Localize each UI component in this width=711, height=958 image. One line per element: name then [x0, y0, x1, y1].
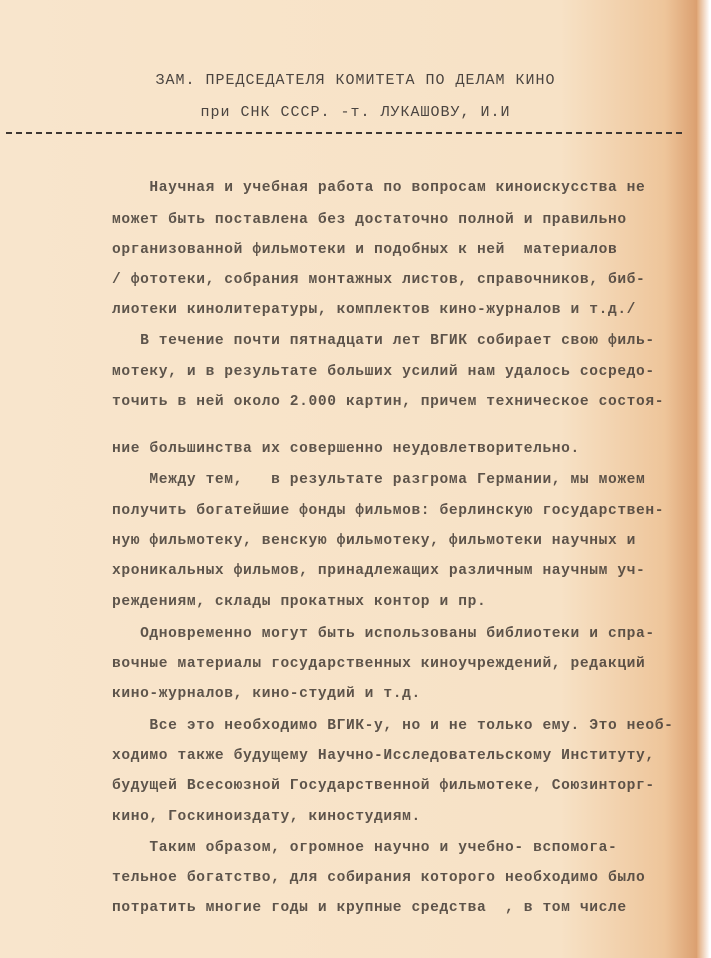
page-edge — [697, 0, 711, 958]
body-line: кино-журналов, кино-студий и т.д. — [112, 686, 421, 702]
body-line: вочные материалы государственных киноучреждений, редакций — [112, 656, 646, 672]
addressee-line-1: ЗАМ. ПРЕДСЕДАТЕЛЯ КОМИТЕТА ПО ДЕЛАМ КИНО — [155, 72, 556, 89]
body-line: будущей Всесоюзной Государственной фильмотеке, Союзинторг- — [112, 778, 655, 794]
body-line: мотеку, и в результате больших усилий нам удалось сосредо- — [112, 364, 655, 380]
addressee-line-2: при СНК СССР. -т. ЛУКАШОВУ, И.И — [200, 104, 511, 121]
body-line: потратить многие годы и крупные средства , в том числе — [112, 900, 627, 916]
body-line: Одновременно могут быть использованы библиотеки и спра- — [112, 626, 655, 642]
body-line: / фототеки, собрания монтажных листов, справочников, биб- — [112, 272, 646, 288]
body-line: может быть поставлена без достаточно полной и правильно — [112, 212, 627, 228]
body-line: организованной фильмотеки и подобных к ней материалов — [112, 242, 618, 258]
body-line: точить в ней около 2.000 картин, причем техническое состоя- — [112, 394, 665, 410]
body-line: тельное богатство, для собирания которого необходимо было — [112, 870, 646, 886]
body-line: ходимо также будущему Научно-Исследовательскому Институту, — [112, 748, 655, 764]
body-line: В течение почти пятнадцати лет ВГИК собирает свою филь- — [112, 333, 655, 349]
body-line: Научная и учебная работа по вопросам киноискусства не — [112, 180, 646, 196]
dashed-divider — [6, 132, 682, 134]
body-line: хроникальных фильмов, принадлежащих различным научным уч- — [112, 563, 646, 579]
body-line: ную фильмотеку, венскую фильмотеку, фильмотеки научных и — [112, 533, 637, 549]
body-line: Все это необходимо ВГИК-у, но и не только ему. Это необ- — [112, 718, 674, 734]
body-line: кино, Госкиноиздату, киностудиям. — [112, 809, 421, 825]
body-line: лиотеки кинолитературы, комплектов кино-журналов и т.д./ — [112, 302, 637, 318]
body-line: получить богатейшие фонды фильмов: берлинскую государствен- — [112, 503, 665, 519]
body-line: Таким образом, огромное научно и учебно- вспомога- — [112, 840, 618, 856]
body-line: реждениям, склады прокатных контор и пр. — [112, 594, 487, 610]
body-line: ние большинства их совершенно неудовлетворительно. — [112, 441, 580, 457]
body-line: Между тем, в результате разгрома Германии, мы можем — [112, 472, 646, 488]
